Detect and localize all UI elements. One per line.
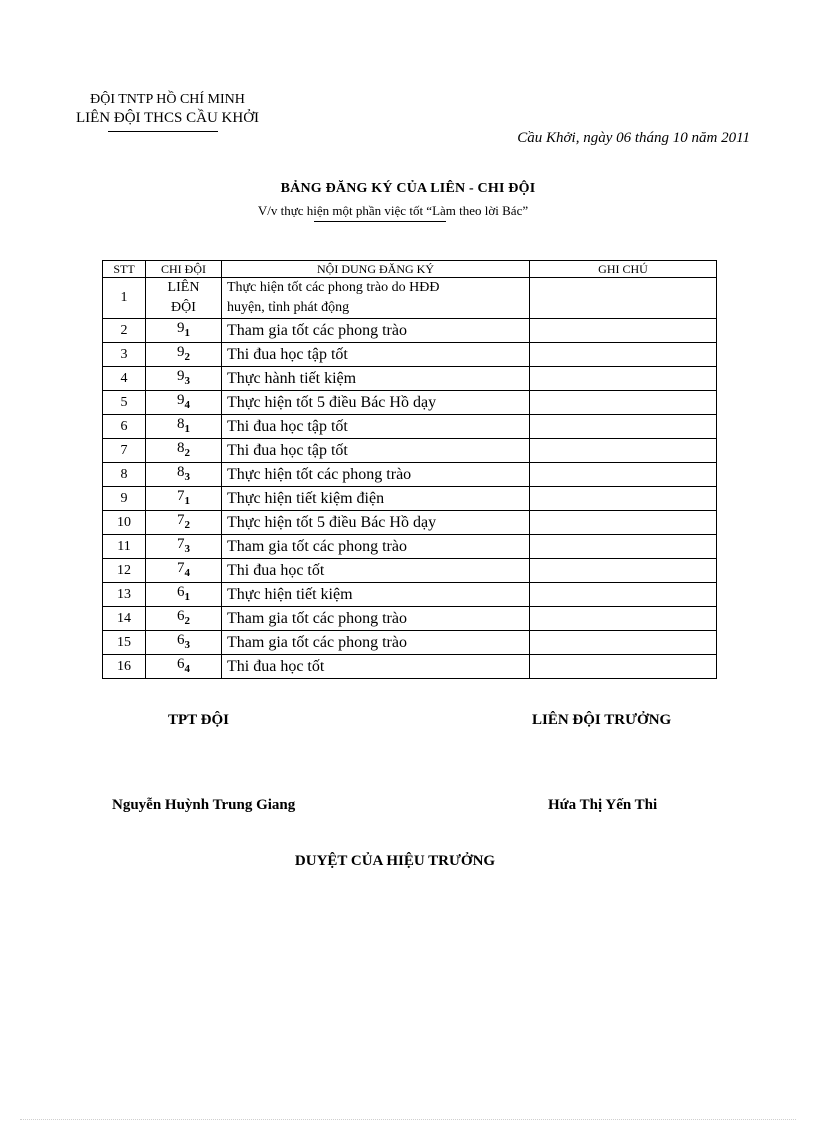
row-unit (146, 655, 222, 679)
unit-grade: 7 (177, 512, 185, 528)
row-stt: 5 (103, 391, 146, 415)
table-row (103, 583, 717, 607)
row-unit (146, 415, 222, 439)
unit-class-number: 1 (184, 495, 190, 507)
row-unit (146, 631, 222, 655)
row-note (530, 278, 717, 319)
row-note (530, 535, 717, 559)
unit-line2: ĐỘI (171, 300, 196, 315)
table-row (103, 559, 717, 583)
row-unit (146, 607, 222, 631)
col-header-stt: STT (103, 261, 146, 278)
unit-class-number: 3 (184, 639, 190, 651)
unit-grade: 6 (177, 584, 185, 600)
row-note (530, 343, 717, 367)
unit-class-number: 4 (184, 567, 190, 579)
unit-class-number: 1 (184, 591, 190, 603)
row-note (530, 487, 717, 511)
unit-grade: 9 (177, 392, 185, 408)
org-name-line2: LIÊN ĐỘI THCS CẦU KHỞI (75, 110, 260, 126)
row-unit (146, 487, 222, 511)
row-content: Thi đua học tập tốt (222, 439, 530, 463)
row-note (530, 559, 717, 583)
unit-grade: 9 (177, 344, 185, 360)
row-content: Thực hiện tiết kiệm điện (222, 487, 530, 511)
row-unit (146, 463, 222, 487)
row-content: Tham gia tốt các phong trào (222, 607, 530, 631)
row-content: Thực hiện tốt 5 điều Bác Hồ dạy (222, 391, 530, 415)
subtitle-underline (314, 221, 446, 222)
row-stt: 4 (103, 367, 146, 391)
row-stt: 16 (103, 655, 146, 679)
table-row (103, 278, 717, 319)
row-note (530, 319, 717, 343)
row-stt: 8 (103, 463, 146, 487)
signer-right-title: LIÊN ĐỘI TRƯỞNG (532, 712, 672, 728)
row-note (530, 511, 717, 535)
row-note (530, 631, 717, 655)
row-stt: 12 (103, 559, 146, 583)
row-content: Thi đua học tốt (222, 655, 530, 679)
document-title: BẢNG ĐĂNG KÝ CỦA LIÊN - CHI ĐỘI (280, 181, 536, 196)
row-stt: 1 (103, 278, 146, 319)
unit-grade: 7 (177, 536, 185, 552)
table-row (103, 535, 717, 559)
row-content: Thực hiện tốt các phong trào (222, 463, 530, 487)
row-note (530, 607, 717, 631)
col-header-note: GHI CHÚ (530, 261, 717, 278)
signer-right-name: Hứa Thị Yến Thi (548, 797, 658, 813)
unit-class-number: 2 (184, 351, 190, 363)
unit-line1: LIÊN (167, 280, 200, 295)
unit-class-number: 4 (184, 399, 190, 411)
registration-table (102, 260, 717, 679)
table-row (103, 655, 717, 679)
principal-approval: DUYỆT CỦA HIỆU TRƯỞNG (294, 853, 496, 869)
col-header-unit: CHI ĐỘI (146, 261, 222, 278)
unit-grade: 9 (177, 368, 185, 384)
unit-class-number: 2 (184, 615, 190, 627)
row-stt: 13 (103, 583, 146, 607)
row-stt: 7 (103, 439, 146, 463)
unit-grade: 7 (177, 560, 185, 576)
table-row (103, 631, 717, 655)
row-unit (146, 559, 222, 583)
table-row (103, 391, 717, 415)
row-note (530, 439, 717, 463)
row-unit (146, 367, 222, 391)
unit-class-number: 4 (184, 663, 190, 675)
unit-class-number: 3 (184, 543, 190, 555)
row-unit (146, 583, 222, 607)
row-unit (146, 439, 222, 463)
row-content (222, 278, 530, 319)
row-unit (146, 343, 222, 367)
signer-left-title: TPT ĐỘI (168, 712, 229, 728)
row-note (530, 463, 717, 487)
content-line1: Thực hiện tốt các phong trào do HĐĐ (227, 280, 440, 295)
row-content: Tham gia tốt các phong trào (222, 631, 530, 655)
row-stt: 2 (103, 319, 146, 343)
row-content: Tham gia tốt các phong trào (222, 535, 530, 559)
row-content: Thi đua học tốt (222, 559, 530, 583)
row-stt: 10 (103, 511, 146, 535)
table-row (103, 607, 717, 631)
unit-class-number: 3 (184, 471, 190, 483)
row-stt: 11 (103, 535, 146, 559)
unit-grade: 8 (177, 416, 185, 432)
unit-grade: 6 (177, 632, 185, 648)
unit-class-number: 2 (184, 447, 190, 459)
table-row (103, 487, 717, 511)
table-row (103, 511, 717, 535)
row-content: Tham gia tốt các phong trào (222, 319, 530, 343)
org-underline (108, 131, 218, 132)
unit-class-number: 3 (184, 375, 190, 387)
row-content: Thi đua học tập tốt (222, 415, 530, 439)
table-row (103, 367, 717, 391)
org-name-line1: ĐỘI TNTP HỒ CHÍ MINH (90, 92, 245, 107)
unit-class-number: 1 (184, 423, 190, 435)
row-stt: 14 (103, 607, 146, 631)
row-note (530, 655, 717, 679)
row-note (530, 367, 717, 391)
row-content: Thực hiện tốt 5 điều Bác Hồ dạy (222, 511, 530, 535)
unit-grade: 6 (177, 656, 185, 672)
document-subtitle: V/v thực hiện một phần việc tốt “Làm theo lời Bác” (257, 203, 529, 218)
table-row (103, 415, 717, 439)
row-stt: 3 (103, 343, 146, 367)
unit-grade: 6 (177, 608, 185, 624)
row-content: Thực hiện tiết kiệm (222, 583, 530, 607)
signer-left-name: Nguyễn Huỳnh Trung Giang (112, 797, 296, 813)
col-header-content: NỘI DUNG ĐĂNG KÝ (222, 261, 530, 278)
row-content: Thực hành tiết kiệm (222, 367, 530, 391)
row-unit (146, 535, 222, 559)
content-line2: huyện, tỉnh phát động (227, 300, 350, 315)
row-stt: 9 (103, 487, 146, 511)
date-location: Cầu Khởi, ngày 06 tháng 10 năm 2011 (517, 130, 750, 146)
row-unit (146, 319, 222, 343)
table-header-row (103, 261, 717, 278)
unit-class-number: 1 (184, 327, 190, 339)
row-note (530, 415, 717, 439)
row-content: Thi đua học tập tốt (222, 343, 530, 367)
row-unit (146, 391, 222, 415)
row-unit (146, 278, 222, 319)
row-stt: 15 (103, 631, 146, 655)
table-row (103, 343, 717, 367)
row-stt: 6 (103, 415, 146, 439)
row-note (530, 583, 717, 607)
table-row (103, 319, 717, 343)
unit-grade: 8 (177, 464, 185, 480)
organization-header (60, 90, 275, 128)
unit-grade: 7 (177, 488, 185, 504)
table-row (103, 463, 717, 487)
page-bottom-border (20, 1119, 796, 1120)
row-unit (146, 511, 222, 535)
unit-grade: 9 (177, 320, 185, 336)
table-row (103, 439, 717, 463)
row-note (530, 391, 717, 415)
unit-class-number: 2 (184, 519, 190, 531)
unit-grade: 8 (177, 440, 185, 456)
